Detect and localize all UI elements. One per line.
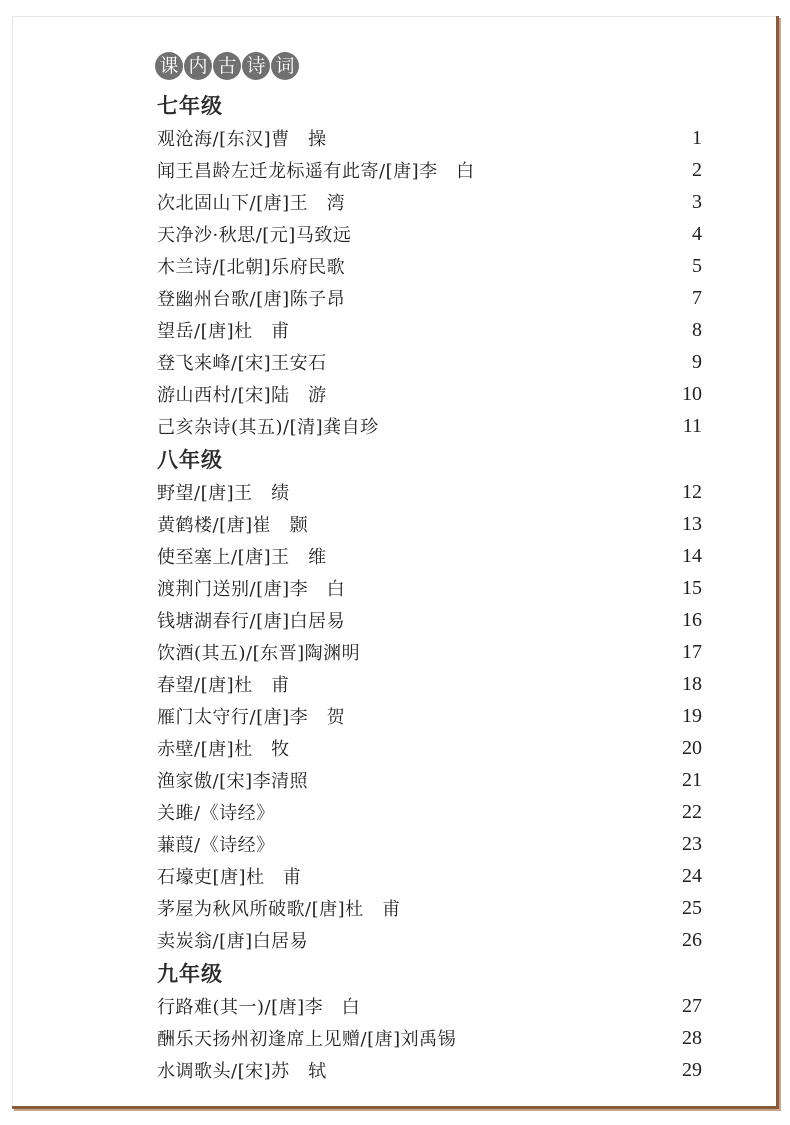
toc-entry-page: 10 [682, 382, 702, 405]
toc-entry[interactable] [157, 186, 702, 218]
page-edge-left [12, 16, 13, 1106]
toc-entry-page: 8 [692, 318, 702, 341]
toc-entry-page: 5 [692, 254, 702, 277]
toc-entry-title: 行路难(其一)/[唐]李 白 [157, 997, 361, 1018]
toc-entry-page: 2 [692, 158, 702, 181]
toc-entry[interactable] [157, 604, 702, 636]
toc-entry-title: 渔家傲/[宋]李清照 [157, 771, 309, 792]
toc-entry-page: 9 [692, 350, 702, 373]
section-title-char: 词 [271, 52, 299, 80]
section-title-char: 课 [155, 52, 183, 80]
page-edge-top [12, 16, 776, 17]
toc-entry[interactable] [157, 540, 702, 572]
toc-entry-title: 钱塘湖春行/[唐]白居易 [157, 611, 346, 632]
toc-entry-title: 水调歌头/[宋]苏 轼 [157, 1061, 327, 1082]
toc-entry-title: 登幽州台歌/[唐]陈子昂 [157, 289, 346, 310]
toc-entry-page: 4 [692, 222, 702, 245]
toc-entry-title: 赤壁/[唐]杜 牧 [157, 739, 290, 760]
toc-entry-title: 酬乐天扬州初逢席上见赠/[唐]刘禹锡 [157, 1029, 457, 1050]
toc-entry-title: 登飞来峰/[宋]王安石 [157, 353, 327, 374]
toc-entry[interactable] [157, 476, 702, 508]
toc-entry-page: 14 [682, 544, 702, 567]
toc-entry-page: 7 [692, 286, 702, 309]
toc-entry[interactable] [157, 990, 702, 1022]
toc-entry[interactable] [157, 700, 702, 732]
grade-heading-9: 九年级 [157, 962, 223, 986]
toc-entry[interactable] [157, 346, 702, 378]
toc-entry-page: 29 [682, 1058, 702, 1081]
toc-entry[interactable] [157, 924, 702, 956]
toc-entry-page: 3 [692, 190, 702, 213]
toc-entry[interactable] [157, 122, 702, 154]
toc-entry[interactable] [157, 250, 702, 282]
toc-entry-page: 1 [692, 126, 702, 149]
toc-entry[interactable] [157, 636, 702, 668]
grade-heading-7: 七年级 [157, 94, 223, 118]
toc-entry[interactable] [157, 508, 702, 540]
toc-entry-page: 13 [682, 512, 702, 535]
toc-entry-title: 闻王昌龄左迁龙标遥有此寄/[唐]李 白 [157, 161, 475, 182]
toc-entry-title: 蒹葭/《诗经》 [157, 835, 275, 856]
toc-entry-title: 野望/[唐]王 绩 [157, 483, 290, 504]
toc-entry-page: 26 [682, 928, 702, 951]
section-title-char: 古 [213, 52, 241, 80]
toc-entry-page: 22 [682, 800, 702, 823]
toc-entry-page: 21 [682, 768, 702, 791]
toc-entry[interactable] [157, 378, 702, 410]
toc-entry[interactable] [157, 314, 702, 346]
section-title-char: 内 [184, 52, 212, 80]
toc-entry-title: 望岳/[唐]杜 甫 [157, 321, 290, 342]
toc-entry-page: 20 [682, 736, 702, 759]
toc-entry[interactable] [157, 1054, 702, 1086]
toc-entry[interactable] [157, 764, 702, 796]
toc-entry-page: 17 [682, 640, 702, 663]
toc-entry[interactable] [157, 892, 702, 924]
toc-entry-title: 天净沙·秋思/[元]马致远 [157, 225, 352, 246]
toc-entry-title: 雁门太守行/[唐]李 贺 [157, 707, 346, 728]
toc-entry-title: 卖炭翁/[唐]白居易 [157, 931, 309, 952]
toc-entry-page: 24 [682, 864, 702, 887]
toc-entry-page: 23 [682, 832, 702, 855]
section-title-char: 诗 [242, 52, 270, 80]
toc-entry-title: 关雎/《诗经》 [157, 803, 275, 824]
toc-entry[interactable] [157, 282, 702, 314]
toc-entry-page: 16 [682, 608, 702, 631]
toc-entry-title: 观沧海/[东汉]曹 操 [157, 129, 327, 150]
toc-entry-title: 己亥杂诗(其五)/[清]龚自珍 [157, 417, 379, 438]
toc-entry-title: 茅屋为秋风所破歌/[唐]杜 甫 [157, 899, 401, 920]
toc-entry-title: 春望/[唐]杜 甫 [157, 675, 290, 696]
toc-entry-page: 12 [682, 480, 702, 503]
toc-entry[interactable] [157, 732, 702, 764]
toc-entry[interactable] [157, 796, 702, 828]
toc-entry-page: 11 [682, 414, 702, 437]
toc-entry-title: 石壕吏[唐]杜 甫 [157, 867, 302, 888]
toc-entry[interactable] [157, 154, 702, 186]
toc-entry-title: 游山西村/[宋]陆 游 [157, 385, 327, 406]
toc-entry[interactable] [157, 572, 702, 604]
section-title [155, 52, 299, 80]
toc-entry[interactable] [157, 668, 702, 700]
toc-entry-page: 25 [682, 896, 702, 919]
toc-entry-page: 19 [682, 704, 702, 727]
toc-entry-title: 使至塞上/[唐]王 维 [157, 547, 327, 568]
toc-entry-title: 黄鹤楼/[唐]崔 颢 [157, 515, 309, 536]
toc-entry-page: 27 [682, 994, 702, 1017]
toc-entry-page: 15 [682, 576, 702, 599]
toc-entry[interactable] [157, 218, 702, 250]
grade-heading-8: 八年级 [157, 448, 223, 472]
toc-entry-title: 渡荆门送别/[唐]李 白 [157, 579, 346, 600]
toc-entry-title: 次北固山下/[唐]王 湾 [157, 193, 346, 214]
toc-entry[interactable] [157, 1022, 702, 1054]
toc-entry[interactable] [157, 410, 702, 442]
toc-entry[interactable] [157, 860, 702, 892]
toc-entry-page: 28 [682, 1026, 702, 1049]
toc-entry-title: 木兰诗/[北朝]乐府民歌 [157, 257, 346, 278]
toc-entry-page: 18 [682, 672, 702, 695]
toc-entry-title: 饮酒(其五)/[东晋]陶渊明 [157, 643, 361, 664]
toc-entry[interactable] [157, 828, 702, 860]
